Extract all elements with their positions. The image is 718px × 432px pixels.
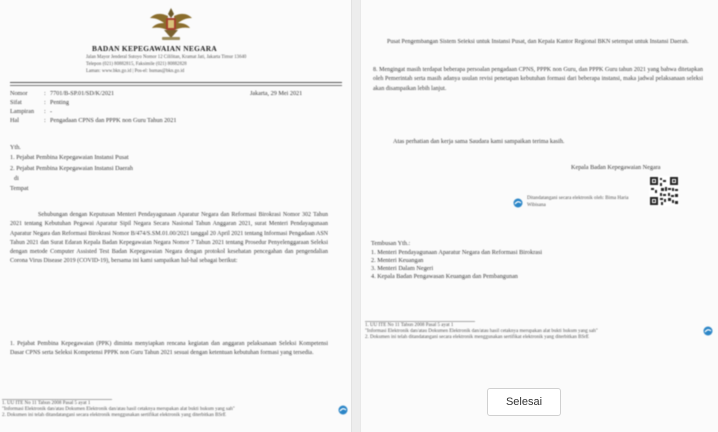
letter-page-1 <box>0 0 352 432</box>
recipient-2: 2. Pejabat Pembina Kepegawaian Instansi Daerah <box>10 165 134 172</box>
footer-line-1: 1. UU ITE No 11 Tahun 2008 Pasal 5 ayat 1 <box>2 401 91 406</box>
footer-line-2: "Informasi Elektronik dan/atau Dokumen Elektronik dan/atau hasil cetaknya merupakan alat bukti hukum yang sah" <box>365 329 598 334</box>
nature-value: Penting <box>50 99 69 106</box>
bsre-logo-icon <box>338 405 348 415</box>
subject-label: Hal <box>10 117 19 124</box>
cc-item: 3. Menteri Dalam Negeri <box>371 265 434 272</box>
subject-value: Pengadaan CPNS dan PPPK non Guru Tahun 2021 <box>50 117 177 124</box>
footer-line-3: 2. Dokumen ini telah ditandatangani secara elektronik menggunakan sertifikat elektronik yang diterbitkan BSrE <box>365 335 589 340</box>
address-line: Jalan Mayor Jenderal Sutoyo Nomor 12 Cililitan, Kramat Jati, Jakarta Timur 13640 <box>86 55 247 60</box>
footer-divider <box>2 399 112 400</box>
signer-title: Kepala Badan Kepegawaian Negara <box>571 164 661 171</box>
closing-sentence: Atas perhatian dan kerja sama Saudara kami sampaikan terima kasih. <box>393 138 565 145</box>
footer-line-2: "Informasi Elektronik dan/atau Dokumen Elektronik dan/atau hasil cetaknya merupakan alat bukti hukum yang sah" <box>2 407 235 412</box>
attachment-label: Lampiran <box>10 108 35 115</box>
colon: : <box>44 99 46 106</box>
recipient-place: Tempat <box>10 185 29 192</box>
page-gap <box>352 0 360 432</box>
bsre-logo-icon <box>703 326 713 336</box>
cc-item: 2. Menteri Keuangan <box>371 257 424 264</box>
colon: : <box>44 108 46 115</box>
list-item-8: 8. Mengingat masih terdapat beberapa persoalan pengadaan CPNS, PPPK non Guru, dan PPPK Guru tahun 2021 yang bahwa ditetapkan oleh Pemerintah serta masih adanya usulan revisi penetapan kebutuhan formasi dari beberapa instansi, maka jadwal pelaksanaan seleksi akan disampaikan lebih lanjut. <box>373 67 703 92</box>
website-line: Laman: www.bkn.go.id | Pos-el: humas@bkn.go.id <box>86 69 185 74</box>
bsre-logo-icon <box>513 198 523 208</box>
list-item-1: 1. Pejabat Pembina Kepegawaian (PPK) diminta menyiapkan rencana kegiatan dan anggaran pelaksanaan Seleksi Kompetensi Dasar CPNS serta Seleksi Kompetensi PPPK non Guru Tahun 2021 sesuai dengan ketentuan kebutuhan formasi yang tersedia. <box>10 341 328 357</box>
number-label: Nomor <box>10 90 28 97</box>
letterhead-divider-thin <box>10 85 342 86</box>
qr-code-icon <box>649 176 679 206</box>
continued-paragraph: Pusat Pengembangan Sistem Seleksi untuk Instansi Pusat, dan Kepala Kantor Regional BKN setempat untuk Instansi Daerah. <box>387 39 689 45</box>
done-button[interactable]: Selesai <box>487 388 561 416</box>
cc-title: Tembusan Yth.: <box>371 240 411 247</box>
footer-divider <box>365 321 475 322</box>
footer-line-1: 1. UU ITE No 11 Tahun 2008 Pasal 5 ayat 1 <box>365 323 454 328</box>
recipient-di: di <box>14 175 19 182</box>
number-value: 7701/B-SP.01/SD/K/2021 <box>50 90 115 97</box>
cc-item: 4. Kepala Badan Pengawasan Keuangan dan Pembangunan <box>371 273 518 280</box>
letter-date: Jakarta, 29 Mei 2021 <box>250 90 303 97</box>
letterhead-divider <box>10 82 342 83</box>
garuda-emblem-icon <box>148 6 194 42</box>
signed-note: Ditandatangani secara elektronik oleh: Bima Haria Wibisana <box>527 196 629 208</box>
letter-page-2 <box>360 0 718 432</box>
recipient-1: 1. Pejabat Pembina Kepegawaian Instansi Pusat <box>10 154 129 161</box>
attachment-value: - <box>50 108 53 115</box>
colon: : <box>44 90 46 97</box>
agency-name: BADAN KEPEGAWAIAN NEGARA <box>92 44 218 53</box>
phone-line: Telepon (021) 80882815, Faksimile (021) 80882828 <box>86 62 187 67</box>
nature-label: Sifat <box>10 99 22 106</box>
cc-item: 1. Menteri Pendayagunaan Aparatur Negara dan Reformasi Birokrasi <box>371 249 543 256</box>
salutation: Yth. <box>10 144 21 151</box>
body-paragraph: Sehubungan dengan Keputusan Menteri Pendayagunaan Aparatur Negara dan Reformasi Birokrasi Nomor 302 Tahun 2021 tentang Kebutuhan Pegawai Aparatur Sipil Negara Secara Nasional Tahun Anggaran 2021, surat Menteri Pendayagunaan Aparatur Negara dan Reformasi Birokrasi Nomor B/474/S.SM.01.00/2021 tanggal 20 April 2021 tentang Informasi Pengadaan ASN Tahun 2021 dan Surat Edaran Kepala Badan Kepegawaian Negara Nomor 7 Tahun 2021 tentang Prosedur Penyelenggaraan Seleksi dengan metode Computer Assisted Test Badan Kepegawaian Negara dengan protokol kesehatan pencegahan dan pengendalian Corona Virus Disease 2019 (COVID-19), bersama ini kami sampaikan hal-hal sebagai berikut: <box>10 212 328 265</box>
colon: : <box>44 117 46 124</box>
footer-line-3: 2. Dokumen ini telah ditandatangani secara elektronik menggunakan sertifikat elektronik yang diterbitkan BSrE <box>2 413 226 418</box>
